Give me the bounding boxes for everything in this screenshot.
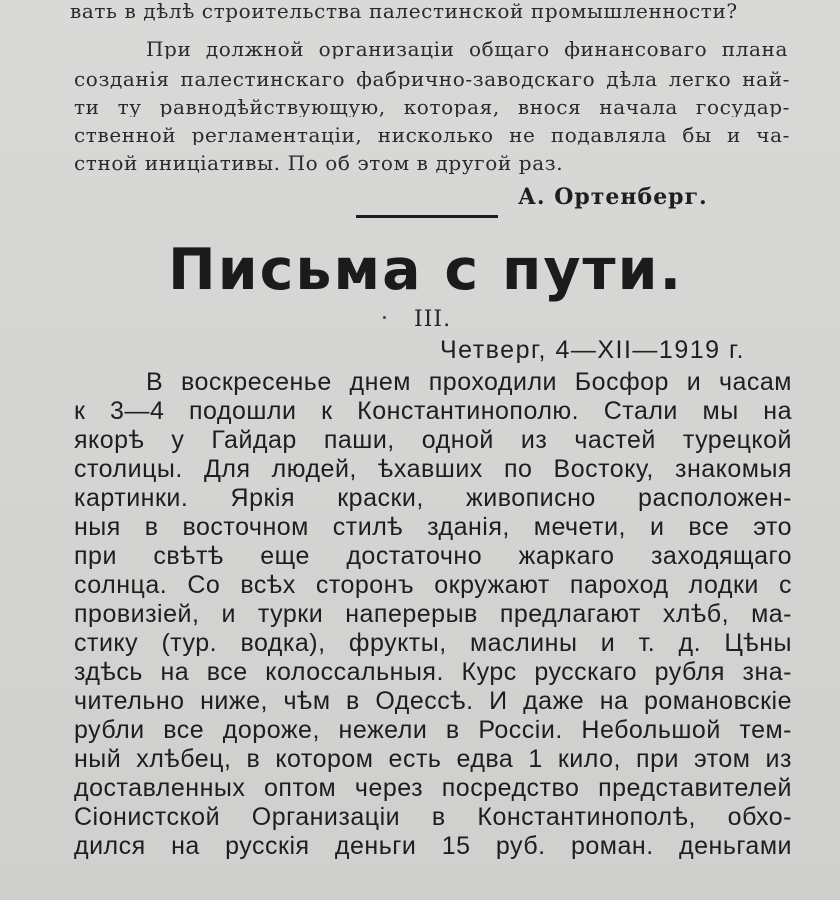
article-part-number: III. bbox=[414, 307, 452, 332]
previous-article-line-3: созданія палестинскаго фабрично-заводскаго дѣла легко най- bbox=[74, 69, 790, 89]
body-line-13: рубли все дороже, нежели в Россіи. Небольшой тем- bbox=[74, 718, 792, 743]
body-line-6: ныя в восточном стилѣ зданія, мечети, и все это bbox=[74, 515, 792, 540]
body-line-5: картинки. Яркія краски, живописно расположен- bbox=[74, 486, 792, 511]
body-line-1: В воскресенье днем проходили Босфор и часам bbox=[146, 370, 792, 395]
article-title: Письма с пути. bbox=[168, 237, 684, 303]
previous-article-line-6: стной иниціативы. По об этом в другой раз. bbox=[74, 151, 564, 175]
previous-article-line-4: ти ту равнодѣйствующую, которая, внося начала государ- bbox=[74, 97, 790, 117]
body-line-12: чительно ниже, чѣм в Одессѣ. И даже на романовскіе bbox=[74, 689, 792, 714]
body-line-2: к 3—4 подошли к Константинополю. Стали мы на bbox=[74, 399, 792, 424]
body-line-7: при свѣтѣ еще достаточно жаркаго заходящаго bbox=[74, 544, 792, 569]
body-line-16: Сіонистской Организаціи в Константинополѣ, обхо- bbox=[74, 805, 792, 830]
previous-article-line-1: вать в дѣлѣ строительства палестинской промышленности? bbox=[70, 0, 738, 23]
article-signature: А. Ортенберг. bbox=[518, 184, 708, 210]
article-date: Четверг, 4—XII—1919 г. bbox=[440, 336, 745, 364]
previous-article-line-2: При должной организаціи общаго финансоваго плана bbox=[146, 39, 788, 59]
body-line-14: ный хлѣбец, в котором есть едва 1 кило, при этом из bbox=[74, 747, 792, 772]
body-line-3: якорѣ у Гайдар паши, одной из частей турецкой bbox=[74, 428, 792, 453]
body-line-9: провизіей, и турки наперерыв предлагают хлѣб, ма- bbox=[74, 602, 792, 627]
body-line-11: здѣсь на все колоссальныя. Курс русскаго рубля зна- bbox=[74, 660, 792, 685]
section-divider bbox=[356, 215, 498, 218]
body-line-15: доставленных оптом через посредство представителей bbox=[74, 776, 792, 801]
body-line-10: стику (тур. водка), фрукты, маслины и т. д. Цѣны bbox=[74, 631, 792, 656]
body-line-17: дился на русскія деньги 15 руб. роман. деньгами bbox=[74, 834, 792, 859]
ink-dot bbox=[383, 316, 386, 319]
body-line-4: столицы. Для людей, ѣхавших по Востоку, знакомыя bbox=[74, 457, 792, 482]
previous-article-line-5: ственной регламентаціи, нисколько не подавляла бы и ча- bbox=[74, 125, 790, 145]
body-line-8: солнца. Со всѣх сторонъ окружают пароход лодки с bbox=[74, 573, 792, 598]
